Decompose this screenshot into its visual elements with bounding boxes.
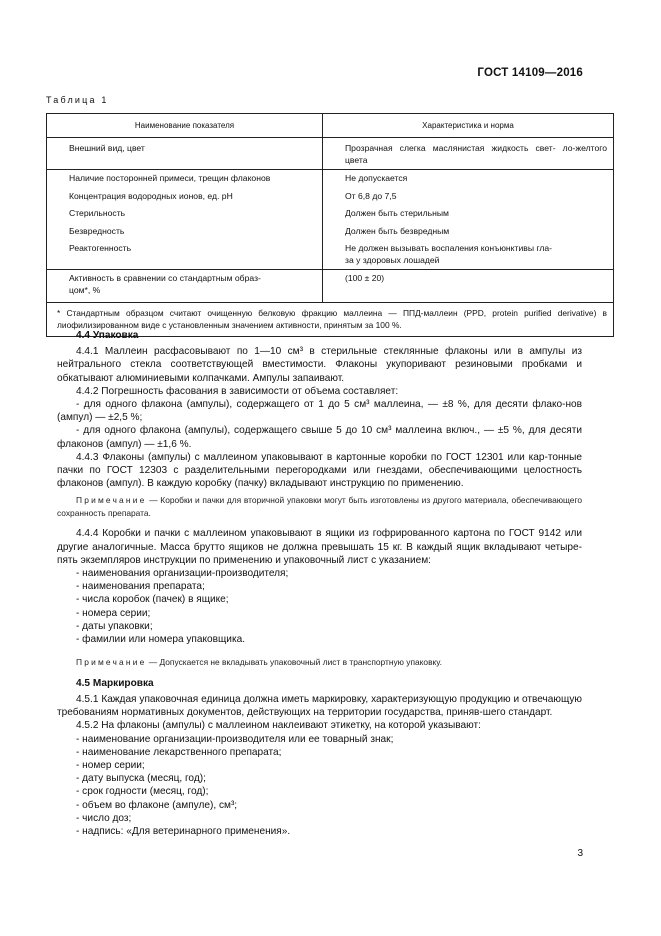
document-header: ГОСТ 14109—2016 (477, 67, 583, 79)
parameter-name: Стерильность (47, 205, 323, 223)
section-heading-marking: 4.5 Маркировка (76, 677, 154, 689)
column-header-norm: Характеристика и норма (323, 114, 614, 138)
list-item: - объем во флаконе (ампуле), см³; (76, 799, 238, 811)
list-item: - номера серии; (76, 607, 151, 619)
clause-4-4-4: 4.4.4 Коробки и пачки с маллеином упаковывают в ящики из гофрированного картона по ГОСТ 9142 или другие аналогичные. Масса брутто ящиков не должна превышать 15 кг. В каждый ящик вкладывают четыре-пять экземпляров инструкции по применению и упаковочный лист с указанием: (57, 528, 582, 566)
table-row (47, 270, 614, 303)
parameter-name: Наличие посторонней примеси, трещин флаконов (47, 170, 323, 188)
specification-table (46, 113, 614, 337)
parameter-value: Не допускается (323, 170, 614, 188)
list-item: - фамилии или номера упаковщика. (76, 634, 246, 646)
list-item: - надпись: «Для ветеринарного применения». (76, 826, 291, 837)
parameter-value: Прозрачная слегка маслянистая жидкость свет- ло-желтого цвета (323, 138, 614, 170)
list-item: - наименование лекарственного препарата; (76, 746, 282, 758)
parameter-name: Реактогенность (47, 240, 323, 270)
page-number: 3 (577, 848, 583, 859)
document-body (57, 329, 582, 838)
parameter-value: (100 ± 20) (323, 270, 614, 303)
list-item: - наименование организации-производителя или ее товарный знак; (76, 733, 394, 745)
column-header-parameter: Наименование показателя (47, 114, 323, 138)
parameter-name: Безвредность (47, 223, 323, 241)
parameter-value: От 6,8 до 7,5 (323, 188, 614, 206)
note-packing-list (57, 656, 582, 669)
clause-4-5-1: 4.5.1 Каждая упаковочная единица должна иметь маркировку, характеризующую продукцию и отвечающую требованиям нормативных документов, действующих на территории государства, приняв-шего стандарт. (57, 693, 582, 719)
clause-4-4-2: 4.4.2 Погрешность фасования в зависимости от объема составляет: (76, 385, 399, 397)
clause-4-4-1: 4.4.1 Маллеин расфасовывают по 1—10 см³ в стерильные стеклянные флаконы или в ампулы из нейтрального стекла соответствующей вместимости. Флаконы укупоривают резиновыми пробками и обкатывают алюминиевыми колпачками. Ампулы запаивают. (57, 346, 582, 384)
parameter-value: Должен быть безвредным (323, 223, 614, 241)
list-item: - для одного флакона (ампулы), содержащего свыше 5 до 10 см³ маллеина включ., — ±5 %, для десяти флаконов (ампул) — ±1,6 %. (57, 425, 582, 450)
table-row (47, 138, 614, 170)
list-item: - даты упаковки; (76, 620, 153, 632)
table-header-row (47, 114, 614, 138)
list-item: - наименования организации-производителя; (76, 568, 289, 580)
parameter-value: Должен быть стерильным (323, 205, 614, 223)
table-row (47, 170, 614, 188)
list-item: - число доз; (76, 812, 132, 824)
parameter-name: Концентрация водородных ионов, ед. pH (47, 188, 323, 206)
note-secondary-packaging (57, 494, 582, 519)
parameter-name: Внешний вид, цвет (47, 138, 323, 170)
section-heading-packaging: 4.4 Упаковка (76, 330, 139, 341)
table-row (47, 223, 614, 241)
parameter-name: Активность в сравнении со стандартным образ- цом*, % (47, 270, 323, 303)
list-item: - наименования препарата; (76, 581, 205, 593)
table-footnote: * Стандартным образцом считают очищенную белковую фракцию маллеина — ППД-маллеин (PPD, protein purified derivative) в лиофилизированном виде с установленным значением активности, принятым за 100 %. (47, 303, 614, 337)
note-text: — Коробки и пачки для вторичной упаковки могут быть изготовлены из другого материала, обеспечивающего сохранность препарата. (57, 495, 582, 518)
clause-4-5-2: 4.5.2 На флаконы (ампулы) с маллеином наклеивают этикетку, на которой указывают: (76, 720, 481, 732)
list-item: - срок годности (месяц, год); (76, 786, 209, 798)
table-row (47, 240, 614, 270)
note-label: Примечание (76, 657, 147, 668)
table-caption: Таблица 1 (46, 95, 109, 105)
list-item: - числа коробок (пачек) в ящике; (76, 594, 229, 606)
note-text: — Допускается не вкладывать упаковочный лист в транспортную упаковку. (146, 657, 442, 668)
clause-4-4-3: 4.4.3 Флаконы (ампулы) с маллеином упаковывают в картонные коробки по ГОСТ 12301 или кар-тонные пачки по ГОСТ 12303 с разделительными перегородками или гнездами, обеспечивающими целостность флаконов (ампул). В каждую коробку (пачку) вкладывают инструкцию по применению. (57, 451, 582, 490)
list-item: - номер серии; (76, 759, 145, 771)
table-row (47, 188, 614, 206)
parameter-value: Не должен вызывать воспаления конъюнктивы гла- за у здоровых лошадей (323, 240, 614, 270)
list-item: - дату выпуска (месяц, год); (76, 773, 206, 785)
list-item: - для одного флакона (ампулы), содержащего от 1 до 5 см³ маллеина, — ±8 %, для десяти флако-нов (ампул) — ±2,5 %; (57, 399, 582, 424)
table-row (47, 205, 614, 223)
note-label: Примечание (76, 495, 147, 506)
